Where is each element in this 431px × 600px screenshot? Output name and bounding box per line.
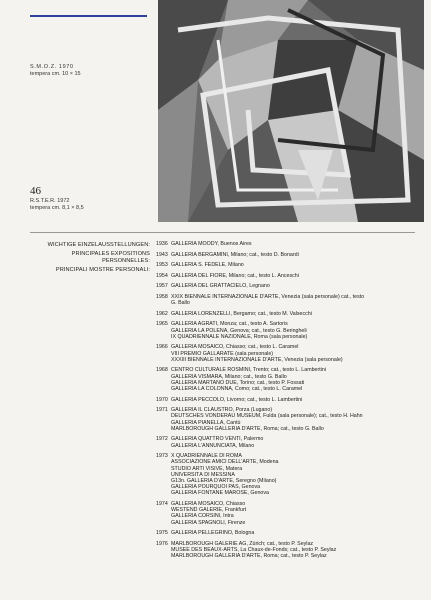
exhibition-line: GALLERIA POURQUOI PAS, Genova [171, 484, 261, 491]
exhibition-line: GALLERIA QUATTRO VENTI, Palermo [171, 436, 264, 443]
exhibition-line: MARLBOROUGH GALLERIA D'ARTE, Roma; cat., testo G. Ballo [171, 425, 324, 432]
exhibition-line: GALLERIA PELLEGRINO, Bologna [171, 530, 255, 537]
exhibition-list [156, 241, 418, 564]
exhibition-line: GALLERIA DEL FIORE, Milano; cat., testo L. Anceschi [171, 272, 299, 279]
exhibition-year: 1975 [156, 530, 168, 537]
exhibition-line: GALLERIA L'ANNUNCIATA, Milano [171, 442, 255, 449]
exhibition-line: MUSÉE DES BEAUX-ARTS, La Chaux-de-Fonds; cat., testo P. Seylaz [171, 546, 337, 553]
exhibition-line: WESTEND GALERIE, Frankfurt [171, 507, 247, 514]
caption-top-detail: tempera cm. 10 × 15 [30, 71, 81, 77]
exhibition-line: X QUADRIENNALE DI ROMA [171, 453, 242, 460]
exhibition-line: GALLERIA PECCOLO, Livorno; cat., testo L. Lambertini [171, 396, 303, 403]
exhibition-entry [156, 262, 418, 268]
exhibition-year: 1970 [156, 396, 168, 403]
exhibition-line: GALLERIA DEL GRATTACIELO, Legnano [171, 283, 270, 290]
caption-top-title: S.M.O.Z. 1970 [30, 64, 74, 70]
exhibition-line: GALLERIA MARTANO DUE, Torino; cat., testo P. Fossati [171, 379, 305, 386]
exhibition-year: 1965 [156, 321, 168, 328]
exhibition-line: XXIX BIENNALE INTERNAZIONALE D'ARTE, Venezia (sala personale) cat., testo [171, 293, 365, 300]
exhibition-entry [156, 397, 418, 403]
exhibition-year: 1974 [156, 500, 168, 507]
exhibition-entry [156, 530, 418, 536]
heading-french-line1: PRINCIPALES EXPOSITIONS [71, 251, 150, 257]
exhibition-line: GALLERIA CORSINI, Intra [171, 513, 234, 520]
exhibition-year: 1958 [156, 293, 168, 300]
exhibition-entry [156, 436, 418, 448]
exhibition-year: 1971 [156, 407, 168, 414]
section-headings [24, 242, 150, 274]
exhibition-line: GALLERIA BERGAMINI, Milano; cat., testo D. Bonardi [171, 251, 299, 258]
exhibition-line: GALLERIA VISMARA, Milano; cat., testo G. Ballo [171, 373, 287, 380]
blue-accent-rule [30, 15, 147, 17]
heading-french-line2: PERSONNELLES: [102, 258, 150, 264]
exhibition-entry [156, 321, 418, 340]
exhibition-line: G. Ballo [171, 300, 190, 307]
exhibition-line: DEUTSCHES VONDERAU MUSEUM, Fulda (sala personale); cat., testo H. Hahn [171, 413, 363, 420]
exhibition-line: GALLERIA PIANELLA, Cantù [171, 419, 241, 426]
exhibition-year: 1954 [156, 272, 168, 279]
caption-top [30, 64, 81, 78]
exhibition-year: 1968 [156, 367, 168, 374]
exhibition-line: ASSOCIAZIONE AMICI DELL'ARTE, Modena [171, 459, 279, 466]
heading-italian: PRINCIPALI MOSTRE PERSONALI: [55, 267, 150, 273]
exhibition-line: GALLERIA FONTANE MAROSE, Genova [171, 490, 269, 497]
exhibition-line: GALLERIA IL CLAUSTRO, Porza (Lugano) [171, 407, 273, 414]
plate-number: 46 [30, 185, 41, 197]
exhibition-entry [156, 283, 418, 289]
exhibition-line: UNIVERSITÀ DI MESSINA [171, 471, 235, 478]
exhibition-year: 1957 [156, 283, 168, 290]
exhibition-line: G13n. GALLERIA D'ARTE, Seregno (Milano) [171, 477, 277, 484]
exhibition-line: GALLERIA SPAGNOLI, Firenze [171, 519, 246, 526]
exhibition-entry [156, 344, 418, 363]
exhibition-line: GALLERIA LA POLENA, Genova; cat., testo G. Beringheli [171, 327, 307, 334]
exhibition-line: STUDIO ARTI VISIVE, Matera [171, 465, 243, 472]
caption-bottom-detail: tempera cm. 8,1 × 8,5 [30, 205, 84, 211]
exhibition-year: 1936 [156, 241, 168, 247]
exhibition-entry [156, 501, 418, 526]
exhibition-line: XXXIII BIENNALE INTERNAZIONALE D'ARTE, Venezia (sala personale) [171, 356, 343, 363]
exhibition-line: GALLERIA MOSAICO, Chiasso; cat., testo L. Caramel [171, 344, 299, 351]
exhibition-line: IX QUADRIENNALE NAZIONALE, Roma (sala personale) [171, 333, 308, 340]
exhibition-entry [156, 294, 418, 306]
exhibition-line: CENTRO CULTURALE ROSMINI, Trento; cat., testo L. Lambertini [171, 367, 327, 374]
exhibition-entry [156, 273, 418, 279]
exhibition-line: GALLERIA AGRATI, Monza; cat., testo A. Sartoris [171, 321, 288, 328]
exhibition-entry [156, 311, 418, 317]
exhibition-entry [156, 407, 418, 432]
exhibition-entry [156, 252, 418, 258]
exhibition-line: GALLERIA LA COLONNA, Como; cat., testo L. Caramel [171, 385, 303, 392]
exhibition-entry [156, 541, 418, 560]
section-divider [30, 232, 415, 233]
exhibition-year: 1973 [156, 453, 168, 460]
exhibition-year: 1972 [156, 436, 168, 443]
exhibition-year: 1962 [156, 310, 168, 317]
exhibition-entry [156, 241, 418, 247]
exhibition-year: 1966 [156, 344, 168, 351]
exhibition-line: GALLERIA MOODY, Buenos Aires [171, 241, 252, 247]
caption-bottom [30, 185, 84, 212]
exhibition-line: GALLERIA MOSAICO, Chiasso [171, 500, 246, 507]
caption-bottom-title: R.S.T.E.R. 1972 [30, 198, 70, 204]
exhibition-line: MARLBOROUGH GALLERIA D'ARTE, Roma; cat., testo P. Seylaz [171, 553, 327, 560]
exhibition-entry [156, 453, 418, 496]
abstract-painting-image [158, 0, 424, 222]
exhibition-line: GALLERIA LORENZELLI, Bergamo; cat., testo M. Valsecchi [171, 310, 312, 317]
exhibition-line: GALLERIA S. FEDELE, Milano [171, 262, 244, 269]
exhibition-year: 1976 [156, 540, 168, 547]
exhibition-year: 1953 [156, 262, 168, 269]
exhibition-year: 1943 [156, 251, 168, 258]
exhibition-line: MARLBOROUGH GALERIE AG, Zürich; cat., testo P. Seylaz [171, 540, 314, 547]
exhibition-entry [156, 367, 418, 392]
exhibition-line: VIII PREMIO GALLARATE (sala personale) [171, 350, 274, 357]
heading-german: WICHTIGE EINZELAUSSTELLUNGEN: [47, 242, 150, 248]
